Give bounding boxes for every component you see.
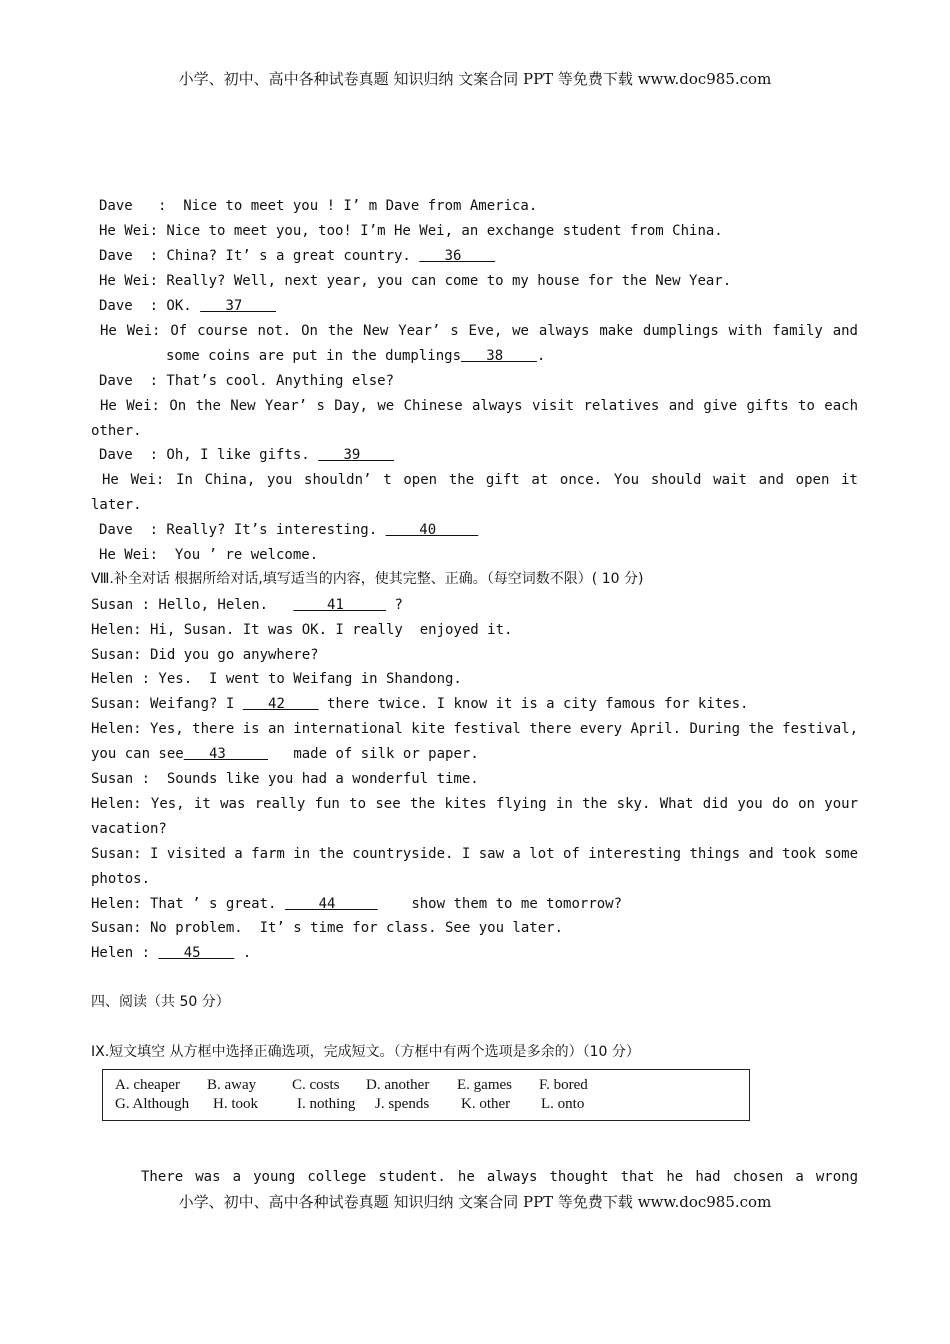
option-l: L. onto [541,1096,585,1112]
section-9-title: IX.短文填空 从方框中选择正确选项，完成短文。（方框中有两个选项是多余的）（10 分） [91,1044,640,1060]
dialog-line: Dave : Nice to meet you ! I’ m Dave from America. [99,198,538,214]
dialog-line: vacation? [91,821,167,837]
page-header: 小学、初中、高中各种试卷真题 知识归纳 文案合同 PPT 等免费下载 www.doc985.com [178,70,772,88]
blank-40[interactable]: 40 [385,522,479,538]
dialog-line: He Wei: Nice to meet you, too! I’m He Wei, an exchange student from China. [99,223,723,239]
blank-42[interactable]: 42 [242,696,319,712]
dialog-line: Helen: Hi, Susan. It was OK. I really enjoyed it. [91,622,513,638]
dialog-line: Dave : OK. 37 [99,298,277,314]
blank-44[interactable]: 44 [284,896,378,912]
dialog-line: some coins are put in the dumplings 38 . [166,348,546,364]
option-g: G. Although [115,1096,190,1112]
dialog-line: Helen: Yes, there is an international kite festival there every April. During the festival, [91,721,859,737]
option-a: A. cheaper [115,1077,180,1093]
option-h: H. took [213,1096,258,1112]
dialog-line: Susan : Sounds like you had a wonderful time. [91,771,479,787]
dialog-line: He Wei: Really? Well, next year, you can come to my house for the New Year. [99,273,732,289]
option-e: E. games [457,1077,512,1093]
blank-45[interactable]: 45 [158,945,235,961]
dialog-line: Dave : Oh, I like gifts. 39 [99,447,395,463]
dialog-line: Dave : China? It’ s a great country. 36 [99,248,496,264]
dialog-line: Susan: No problem. It’ s time for class. See you later. [91,920,564,936]
dialog-line: Susan : Hello, Helen. 41 ? [91,597,403,613]
dialog-line: Dave : That’s cool. Anything else? [99,373,395,389]
option-b: B. away [207,1077,257,1093]
dialog-line: Helen : 45 . [91,945,252,961]
dialog-line: He Wei: On the New Year’ s Day, we Chinese always visit relatives and give gifts to each [100,398,858,414]
page-footer: 小学、初中、高中各种试卷真题 知识归纳 文案合同 PPT 等免费下载 www.doc985.com [178,1193,772,1211]
blank-41[interactable]: 41 [293,597,387,613]
dialog-line: Helen: That ’ s great. 44 show them to me tomorrow? [91,896,623,912]
section-4-title: 四、阅读（共 50 分） [91,994,230,1010]
dialog-line: Susan: I visited a farm in the countryside. I saw a lot of interesting things and took some [91,846,859,862]
blank-38[interactable]: 38 [461,348,537,364]
blank-39[interactable]: 39 [318,447,395,463]
dialog-line: Susan: Weifang? I 42 there twice. I know it is a city famous for kites. [91,696,749,712]
option-j: J. spends [375,1096,430,1112]
blank-37[interactable]: 37 [200,298,277,314]
option-i: I. nothing [297,1096,356,1112]
blank-43[interactable]: 43 [183,746,269,762]
dialog-line: He Wei: You ’ re welcome. [99,547,319,563]
dialog-line: Susan: Did you go anywhere? [91,647,319,663]
passage-text: There was a young college student. he always thought that he had chosen a wrong [141,1169,858,1185]
dialog-line: Helen: Yes, it was really fun to see the kites flying in the sky. What did you do on your [91,796,858,812]
dialog-line: you can see 43 made of silk or paper. [91,746,479,762]
option-c: C. costs [292,1077,340,1093]
dialog-line: other. [91,423,142,439]
option-f: F. bored [539,1077,588,1093]
option-k: K. other [461,1096,511,1112]
blank-36[interactable]: 36 [419,248,496,264]
dialog-line: He Wei: Of course not. On the New Year’ s Eve, we always make dumplings with family and [100,323,858,339]
dialog-line: later. [91,497,142,513]
dialog-line: Dave : Really? It’s interesting. 40 [99,522,479,538]
section-8-title: Ⅷ.补全对话 根据所给对话,填写适当的内容，使其完整、正确。（每空词数不限）( 10 分) [91,571,644,587]
dialog-line: photos. [91,871,151,887]
dialog-line: He Wei: In China, you shouldn’ t open the gift at once. You should wait and open it [102,472,858,488]
dialog-line: Helen : Yes. I went to Weifang in Shandong. [91,671,462,687]
option-d: D. another [366,1077,430,1093]
